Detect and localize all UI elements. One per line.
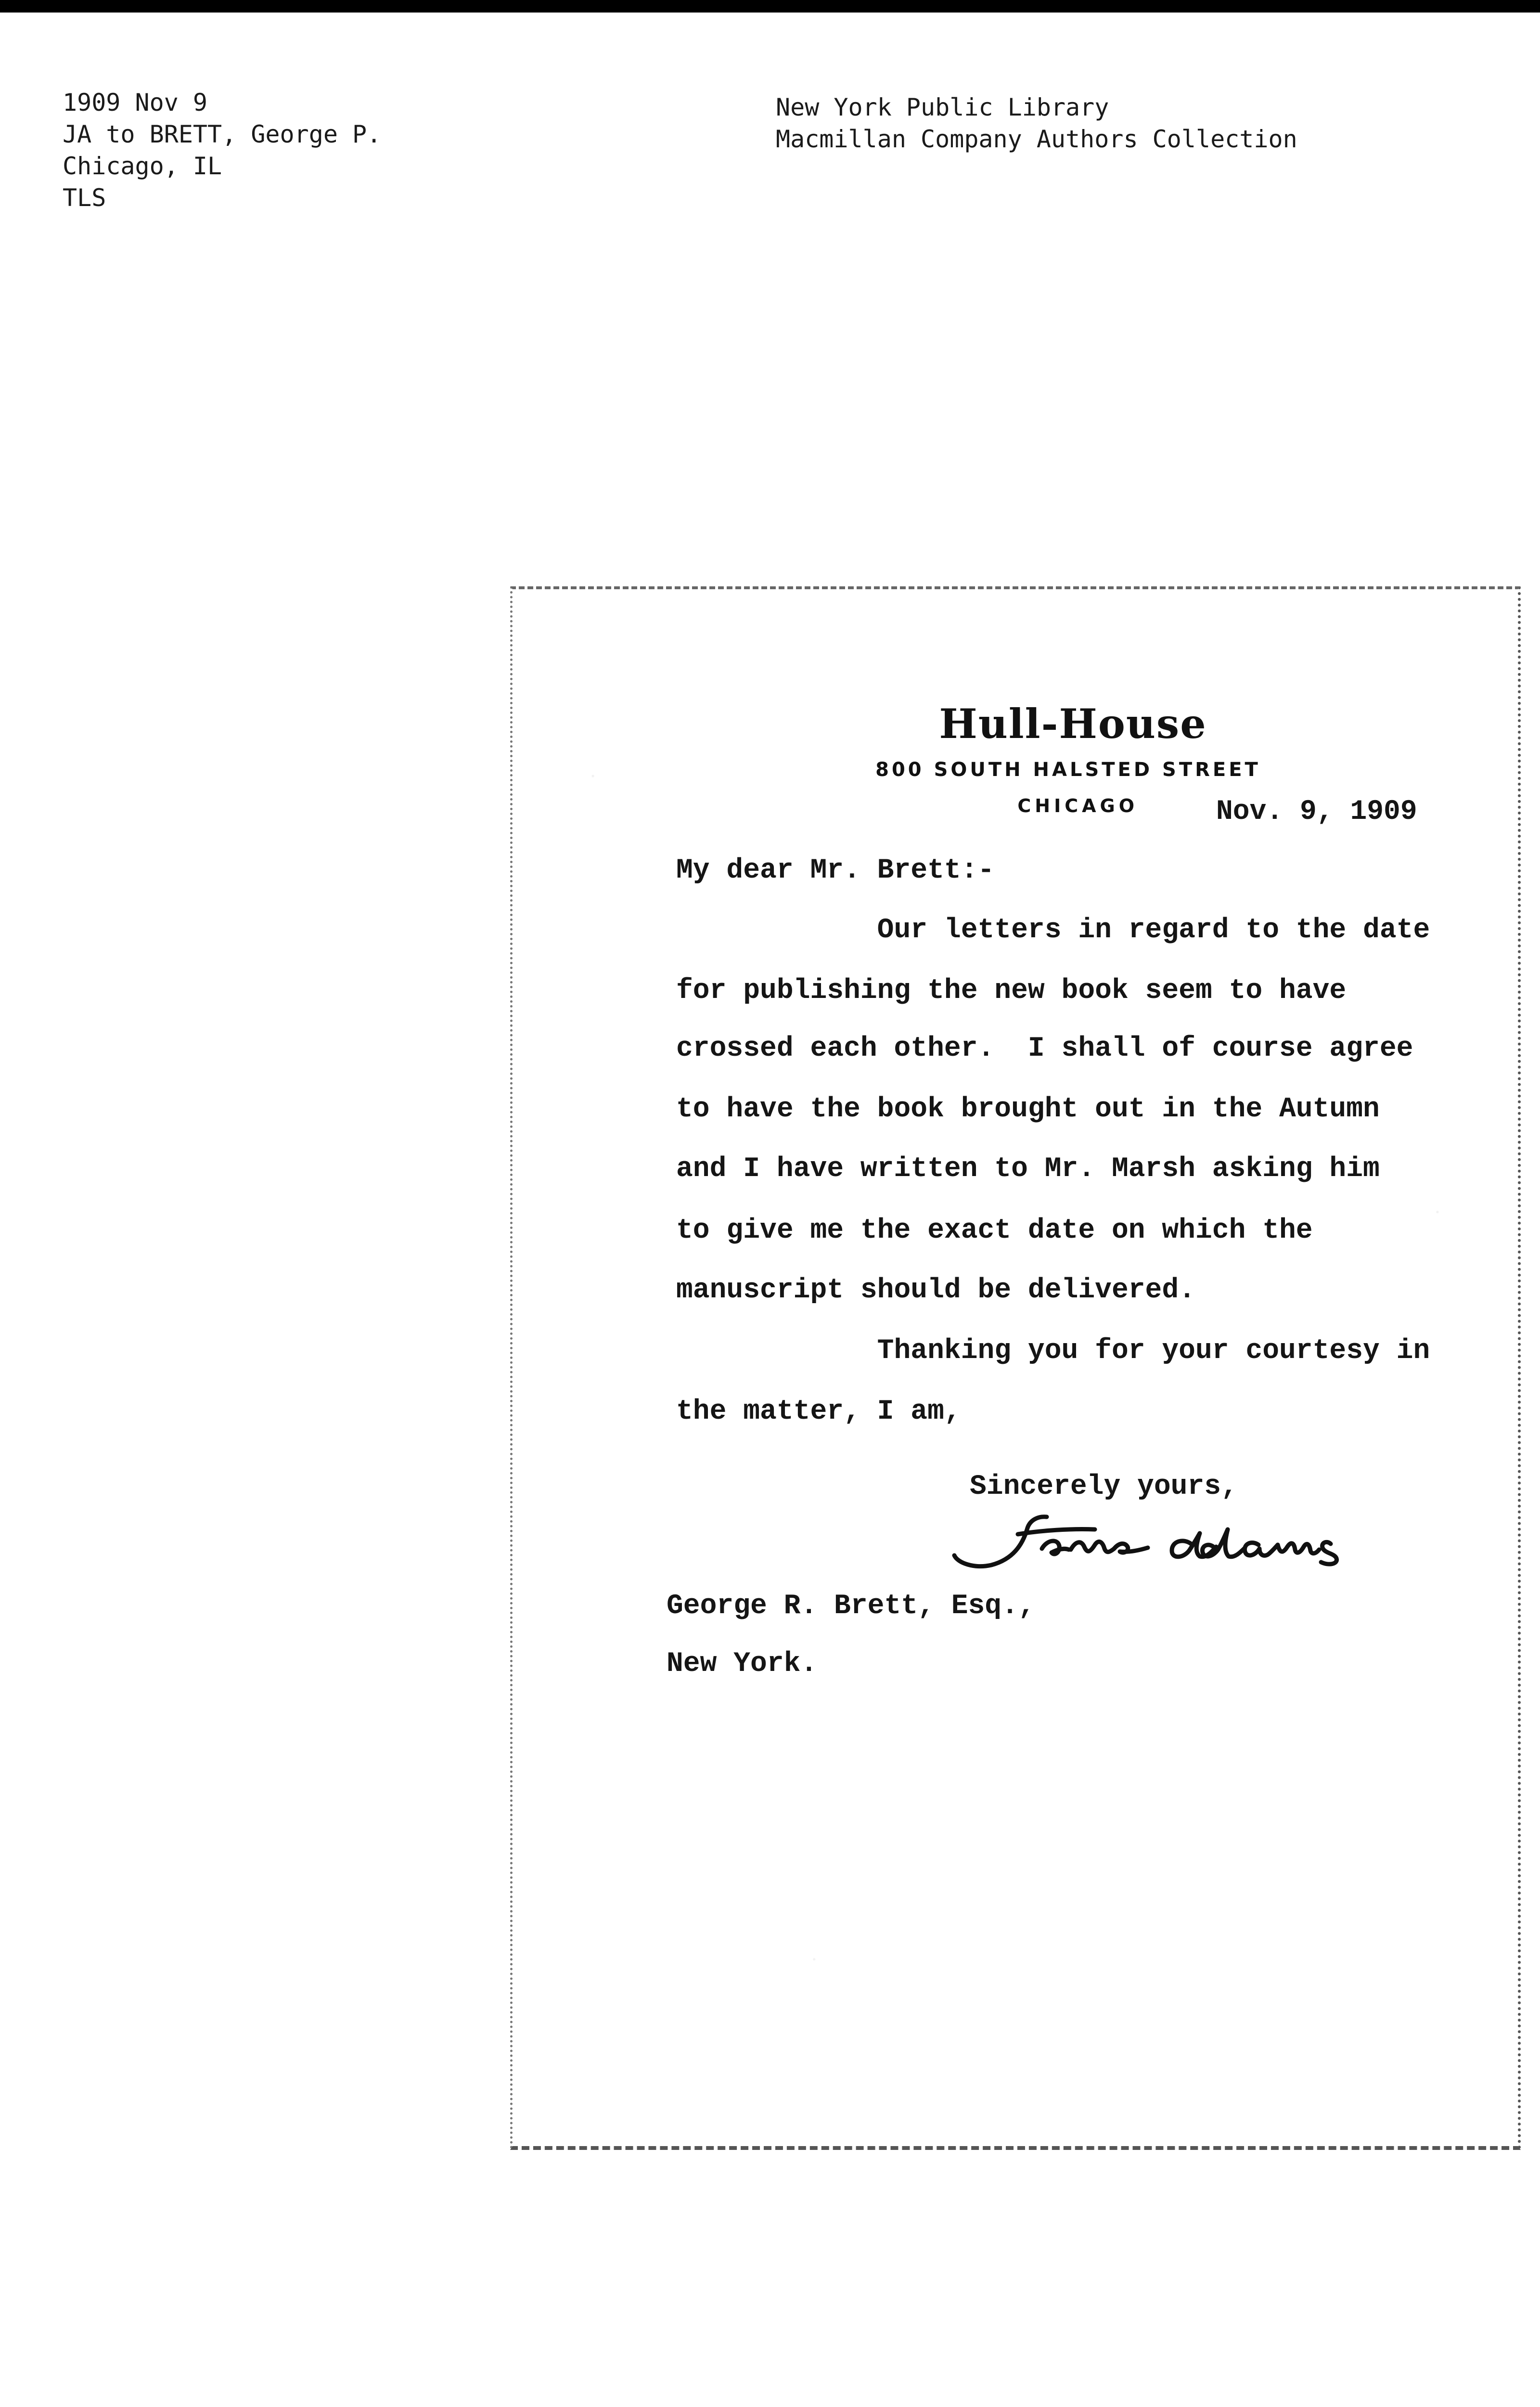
body-line: manuscript should be delivered.: [676, 1275, 1195, 1306]
closing: Sincerely yours,: [970, 1471, 1238, 1502]
letterhead-street: 800 SOUTH HALSTED STREET: [875, 759, 1261, 781]
catalog-correspondents: JA to BRETT, George P.: [63, 120, 382, 148]
signature: [946, 1506, 1417, 1579]
catalog-collection: Macmillan Company Authors Collection: [776, 125, 1297, 153]
body-line: to give me the exact date on which the: [676, 1215, 1313, 1246]
body-line: Thanking you for your courtesy in: [676, 1335, 1430, 1367]
addressee-city: New York.: [667, 1648, 818, 1680]
body-line: the matter, I am,: [676, 1396, 961, 1427]
letterhead-name: Hull-House: [939, 700, 1207, 748]
letter-page: [510, 586, 1521, 2150]
body-line: Our letters in regard to the date: [676, 915, 1430, 946]
catalog-date: 1909 Nov 9: [63, 89, 208, 116]
top-border: [0, 0, 1540, 13]
catalog-info-right: [776, 91, 1297, 155]
signature-icon: [946, 1506, 1417, 1579]
salutation: My dear Mr. Brett:-: [676, 855, 995, 886]
body-line: and I have written to Mr. Marsh asking him: [676, 1153, 1380, 1185]
body-line: crossed each other. I shall of course agree: [676, 1033, 1413, 1064]
catalog-info-left: [63, 87, 381, 214]
catalog-place: Chicago, IL: [63, 152, 222, 180]
addressee-name: George R. Brett, Esq.,: [667, 1591, 1035, 1622]
letter-date: Nov. 9, 1909: [1216, 796, 1417, 828]
body-line: to have the book brought out in the Autumn: [676, 1094, 1380, 1125]
catalog-type: TLS: [63, 184, 106, 212]
letterhead-city: CHICAGO: [1017, 795, 1138, 816]
body-line: for publishing the new book seem to have: [676, 975, 1347, 1007]
catalog-repository: New York Public Library: [776, 93, 1109, 121]
